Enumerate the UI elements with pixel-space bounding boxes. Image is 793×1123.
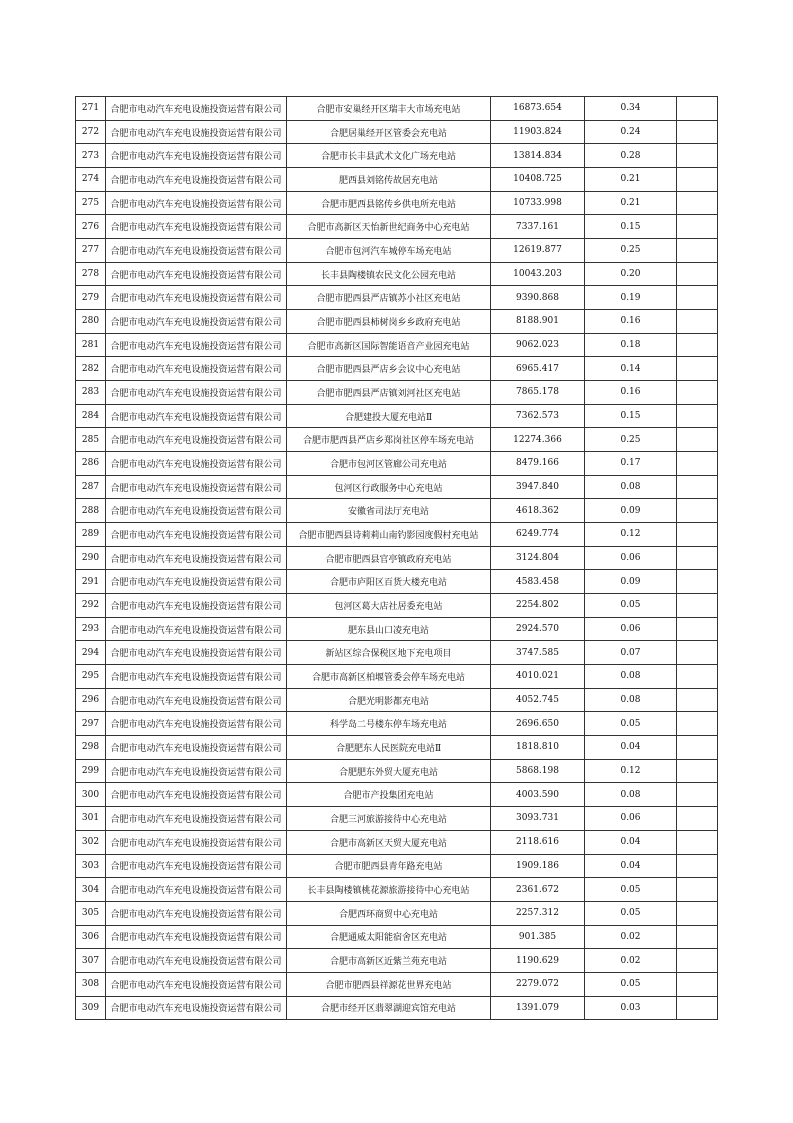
operator-company-cell: 合肥市电动汽车充电设施投资运营有限公司	[106, 617, 287, 641]
row-number-cell: 304	[76, 878, 106, 902]
table-row	[76, 688, 718, 712]
note-cell	[677, 617, 718, 641]
table-row	[76, 286, 718, 310]
station-name-cell: 合肥肥东外贸大厦充电站	[287, 759, 491, 783]
note-cell	[677, 972, 718, 996]
table-row	[76, 949, 718, 973]
value-cell: 8479.166	[491, 452, 585, 476]
note-cell	[677, 523, 718, 547]
table-row	[76, 404, 718, 428]
row-number-cell: 281	[76, 333, 106, 357]
row-number-cell: 297	[76, 712, 106, 736]
operator-company-cell: 合肥市电动汽车充电设施投资运营有限公司	[106, 499, 287, 523]
note-cell	[677, 736, 718, 760]
station-name-cell: 合肥市安巢经开区瑞丰大市场充电站	[287, 97, 491, 121]
value-cell: 1818.810	[491, 736, 585, 760]
note-cell	[677, 215, 718, 239]
operator-company-cell: 合肥市电动汽车充电设施投资运营有限公司	[106, 144, 287, 168]
ratio-cell: 0.05	[585, 901, 677, 925]
row-number-cell: 306	[76, 925, 106, 949]
note-cell	[677, 262, 718, 286]
ratio-cell: 0.08	[585, 688, 677, 712]
operator-company-cell: 合肥市电动汽车充电设施投资运营有限公司	[106, 949, 287, 973]
table-row	[76, 333, 718, 357]
operator-company-cell: 合肥市电动汽车充电设施投资运营有限公司	[106, 759, 287, 783]
table-row	[76, 972, 718, 996]
row-number-cell: 272	[76, 120, 106, 144]
table-row	[76, 878, 718, 902]
ratio-cell: 0.02	[585, 925, 677, 949]
table-row	[76, 428, 718, 452]
note-cell	[677, 357, 718, 381]
station-name-cell: 合肥市经开区翡翠湖迎宾馆充电站	[287, 996, 491, 1020]
operator-company-cell: 合肥市电动汽车充电设施投资运营有限公司	[106, 523, 287, 547]
value-cell: 2361.672	[491, 878, 585, 902]
operator-company-cell: 合肥市电动汽车充电设施投资运营有限公司	[106, 925, 287, 949]
station-name-cell: 合肥市肥西县诗莉莉山南钓影园度假村充电站	[287, 523, 491, 547]
ratio-cell: 0.09	[585, 499, 677, 523]
note-cell	[677, 499, 718, 523]
ratio-cell: 0.04	[585, 854, 677, 878]
note-cell	[677, 428, 718, 452]
row-number-cell: 273	[76, 144, 106, 168]
note-cell	[677, 949, 718, 973]
ratio-cell: 0.05	[585, 972, 677, 996]
table-row	[76, 239, 718, 263]
station-name-cell: 合肥三河旅游接待中心充电站	[287, 807, 491, 831]
operator-company-cell: 合肥市电动汽车充电设施投资运营有限公司	[106, 570, 287, 594]
row-number-cell: 305	[76, 901, 106, 925]
note-cell	[677, 854, 718, 878]
operator-company-cell: 合肥市电动汽车充电设施投资运营有限公司	[106, 191, 287, 215]
row-number-cell: 295	[76, 665, 106, 689]
value-cell: 9390.868	[491, 286, 585, 310]
station-name-cell: 长丰县陶楼镇桃花源旅游接待中心充电站	[287, 878, 491, 902]
note-cell	[677, 641, 718, 665]
row-number-cell: 274	[76, 168, 106, 192]
row-number-cell: 280	[76, 310, 106, 334]
note-cell	[677, 475, 718, 499]
table-row	[76, 996, 718, 1020]
row-number-cell: 271	[76, 97, 106, 121]
operator-company-cell: 合肥市电动汽车充电设施投资运营有限公司	[106, 381, 287, 405]
operator-company-cell: 合肥市电动汽车充电设施投资运营有限公司	[106, 262, 287, 286]
note-cell	[677, 144, 718, 168]
table-row	[76, 854, 718, 878]
ratio-cell: 0.34	[585, 97, 677, 121]
table-row	[76, 262, 718, 286]
ratio-cell: 0.25	[585, 428, 677, 452]
station-name-cell: 合肥市高新区近紫兰苑充电站	[287, 949, 491, 973]
value-cell: 16873.654	[491, 97, 585, 121]
note-cell	[677, 381, 718, 405]
ratio-cell: 0.06	[585, 807, 677, 831]
value-cell: 4618.362	[491, 499, 585, 523]
row-number-cell: 291	[76, 570, 106, 594]
row-number-cell: 292	[76, 594, 106, 618]
row-number-cell: 296	[76, 688, 106, 712]
note-cell	[677, 759, 718, 783]
operator-company-cell: 合肥市电动汽车充电设施投资运营有限公司	[106, 404, 287, 428]
table-body	[76, 97, 718, 1020]
value-cell: 13814.834	[491, 144, 585, 168]
note-cell	[677, 830, 718, 854]
operator-company-cell: 合肥市电动汽车充电设施投资运营有限公司	[106, 475, 287, 499]
value-cell: 3747.585	[491, 641, 585, 665]
ratio-cell: 0.04	[585, 830, 677, 854]
table-row	[76, 712, 718, 736]
station-name-cell: 合肥西环商贸中心充电站	[287, 901, 491, 925]
station-name-cell: 合肥通威太阳能宿舍区充电站	[287, 925, 491, 949]
table-row	[76, 617, 718, 641]
operator-company-cell: 合肥市电动汽车充电设施投资运营有限公司	[106, 594, 287, 618]
table-row	[76, 759, 718, 783]
ratio-cell: 0.19	[585, 286, 677, 310]
ratio-cell: 0.05	[585, 594, 677, 618]
row-number-cell: 282	[76, 357, 106, 381]
note-cell	[677, 783, 718, 807]
table-row	[76, 168, 718, 192]
station-name-cell: 合肥居巢经开区管委会充电站	[287, 120, 491, 144]
station-name-cell: 合肥市肥西县严店镇刘河社区充电站	[287, 381, 491, 405]
note-cell	[677, 310, 718, 334]
value-cell: 1391.079	[491, 996, 585, 1020]
table-row	[76, 901, 718, 925]
operator-company-cell: 合肥市电动汽车充电设施投资运营有限公司	[106, 546, 287, 570]
value-cell: 11903.824	[491, 120, 585, 144]
station-name-cell: 安徽省司法厅充电站	[287, 499, 491, 523]
table-row	[76, 665, 718, 689]
table-row	[76, 830, 718, 854]
value-cell: 7362.573	[491, 404, 585, 428]
table-row	[76, 475, 718, 499]
table-row	[76, 570, 718, 594]
station-name-cell: 肥东县山口凌充电站	[287, 617, 491, 641]
operator-company-cell: 合肥市电动汽车充电设施投资运营有限公司	[106, 996, 287, 1020]
note-cell	[677, 452, 718, 476]
station-name-cell: 新站区综合保税区地下充电项目	[287, 641, 491, 665]
value-cell: 2257.312	[491, 901, 585, 925]
station-name-cell: 合肥市庐阳区百货大楼充电站	[287, 570, 491, 594]
value-cell: 901.385	[491, 925, 585, 949]
ratio-cell: 0.03	[585, 996, 677, 1020]
station-name-cell: 合肥市肥西县官亭镇政府充电站	[287, 546, 491, 570]
ratio-cell: 0.08	[585, 783, 677, 807]
row-number-cell: 283	[76, 381, 106, 405]
value-cell: 6965.417	[491, 357, 585, 381]
note-cell	[677, 286, 718, 310]
operator-company-cell: 合肥市电动汽车充电设施投资运营有限公司	[106, 286, 287, 310]
station-name-cell: 合肥市包河区管廊公司充电站	[287, 452, 491, 476]
ratio-cell: 0.05	[585, 712, 677, 736]
station-name-cell: 合肥市肥西县严店乡郑岗社区停车场充电站	[287, 428, 491, 452]
value-cell: 12619.877	[491, 239, 585, 263]
value-cell: 10733.998	[491, 191, 585, 215]
station-name-cell: 包河区行政服务中心充电站	[287, 475, 491, 499]
station-name-cell: 合肥市长丰县武术文化广场充电站	[287, 144, 491, 168]
row-number-cell: 278	[76, 262, 106, 286]
table-row	[76, 783, 718, 807]
value-cell: 7337.161	[491, 215, 585, 239]
operator-company-cell: 合肥市电动汽车充电设施投资运营有限公司	[106, 310, 287, 334]
ratio-cell: 0.25	[585, 239, 677, 263]
operator-company-cell: 合肥市电动汽车充电设施投资运营有限公司	[106, 972, 287, 996]
note-cell	[677, 191, 718, 215]
station-name-cell: 合肥市肥西县青年路充电站	[287, 854, 491, 878]
value-cell: 4052.745	[491, 688, 585, 712]
ratio-cell: 0.14	[585, 357, 677, 381]
row-number-cell: 275	[76, 191, 106, 215]
value-cell: 2924.570	[491, 617, 585, 641]
ratio-cell: 0.08	[585, 665, 677, 689]
row-number-cell: 286	[76, 452, 106, 476]
operator-company-cell: 合肥市电动汽车充电设施投资运营有限公司	[106, 712, 287, 736]
operator-company-cell: 合肥市电动汽车充电设施投资运营有限公司	[106, 333, 287, 357]
row-number-cell: 300	[76, 783, 106, 807]
value-cell: 4003.590	[491, 783, 585, 807]
operator-company-cell: 合肥市电动汽车充电设施投资运营有限公司	[106, 120, 287, 144]
row-number-cell: 294	[76, 641, 106, 665]
operator-company-cell: 合肥市电动汽车充电设施投资运营有限公司	[106, 736, 287, 760]
note-cell	[677, 97, 718, 121]
row-number-cell: 308	[76, 972, 106, 996]
ratio-cell: 0.06	[585, 546, 677, 570]
note-cell	[677, 712, 718, 736]
ratio-cell: 0.06	[585, 617, 677, 641]
value-cell: 2254.802	[491, 594, 585, 618]
operator-company-cell: 合肥市电动汽车充电设施投资运营有限公司	[106, 215, 287, 239]
operator-company-cell: 合肥市电动汽车充电设施投资运营有限公司	[106, 807, 287, 831]
ratio-cell: 0.12	[585, 523, 677, 547]
value-cell: 1190.629	[491, 949, 585, 973]
ratio-cell: 0.17	[585, 452, 677, 476]
operator-company-cell: 合肥市电动汽车充电设施投资运营有限公司	[106, 428, 287, 452]
row-number-cell: 303	[76, 854, 106, 878]
station-name-cell: 合肥肥东人民医院充电站Ⅱ	[287, 736, 491, 760]
note-cell	[677, 807, 718, 831]
station-name-cell: 合肥市肥西县严店镇苏小社区充电站	[287, 286, 491, 310]
ratio-cell: 0.28	[585, 144, 677, 168]
row-number-cell: 276	[76, 215, 106, 239]
value-cell: 2118.616	[491, 830, 585, 854]
operator-company-cell: 合肥市电动汽车充电设施投资运营有限公司	[106, 97, 287, 121]
value-cell: 3124.804	[491, 546, 585, 570]
ratio-cell: 0.09	[585, 570, 677, 594]
ratio-cell: 0.15	[585, 404, 677, 428]
table-row	[76, 452, 718, 476]
value-cell: 1909.186	[491, 854, 585, 878]
note-cell	[677, 546, 718, 570]
operator-company-cell: 合肥市电动汽车充电设施投资运营有限公司	[106, 688, 287, 712]
station-name-cell: 合肥市包河汽车城停车场充电站	[287, 239, 491, 263]
table-row	[76, 499, 718, 523]
station-name-cell: 合肥建投大厦充电站Ⅱ	[287, 404, 491, 428]
note-cell	[677, 688, 718, 712]
table-row	[76, 191, 718, 215]
note-cell	[677, 168, 718, 192]
note-cell	[677, 333, 718, 357]
operator-company-cell: 合肥市电动汽车充电设施投资运营有限公司	[106, 665, 287, 689]
station-name-cell: 合肥光明影都充电站	[287, 688, 491, 712]
value-cell: 12274.366	[491, 428, 585, 452]
value-cell: 8188.901	[491, 310, 585, 334]
table-row	[76, 215, 718, 239]
table-row	[76, 736, 718, 760]
table-row	[76, 807, 718, 831]
note-cell	[677, 120, 718, 144]
note-cell	[677, 996, 718, 1020]
table-row	[76, 310, 718, 334]
operator-company-cell: 合肥市电动汽车充电设施投资运营有限公司	[106, 239, 287, 263]
row-number-cell: 288	[76, 499, 106, 523]
station-name-cell: 合肥市高新区天贸大厦充电站	[287, 830, 491, 854]
ratio-cell: 0.04	[585, 736, 677, 760]
operator-company-cell: 合肥市电动汽车充电设施投资运营有限公司	[106, 452, 287, 476]
table-row	[76, 120, 718, 144]
value-cell: 3093.731	[491, 807, 585, 831]
operator-company-cell: 合肥市电动汽车充电设施投资运营有限公司	[106, 168, 287, 192]
note-cell	[677, 570, 718, 594]
ratio-cell: 0.08	[585, 475, 677, 499]
value-cell: 10408.725	[491, 168, 585, 192]
station-name-cell: 科学岛二号楼东停车场充电站	[287, 712, 491, 736]
table-row	[76, 357, 718, 381]
row-number-cell: 302	[76, 830, 106, 854]
table-row	[76, 523, 718, 547]
ratio-cell: 0.12	[585, 759, 677, 783]
row-number-cell: 301	[76, 807, 106, 831]
table-row	[76, 925, 718, 949]
ratio-cell: 0.07	[585, 641, 677, 665]
row-number-cell: 277	[76, 239, 106, 263]
ratio-cell: 0.20	[585, 262, 677, 286]
value-cell: 2279.072	[491, 972, 585, 996]
operator-company-cell: 合肥市电动汽车充电设施投资运营有限公司	[106, 641, 287, 665]
station-name-cell: 包河区葛大店社居委充电站	[287, 594, 491, 618]
value-cell: 9062.023	[491, 333, 585, 357]
row-number-cell: 284	[76, 404, 106, 428]
note-cell	[677, 878, 718, 902]
table-row	[76, 381, 718, 405]
station-name-cell: 长丰县陶楼镇农民文化公园充电站	[287, 262, 491, 286]
value-cell: 5868.198	[491, 759, 585, 783]
ratio-cell: 0.21	[585, 168, 677, 192]
value-cell: 6249.774	[491, 523, 585, 547]
row-number-cell: 287	[76, 475, 106, 499]
note-cell	[677, 404, 718, 428]
value-cell: 2696.650	[491, 712, 585, 736]
operator-company-cell: 合肥市电动汽车充电设施投资运营有限公司	[106, 357, 287, 381]
operator-company-cell: 合肥市电动汽车充电设施投资运营有限公司	[106, 783, 287, 807]
value-cell: 4010.021	[491, 665, 585, 689]
row-number-cell: 309	[76, 996, 106, 1020]
value-cell: 4583.458	[491, 570, 585, 594]
row-number-cell: 289	[76, 523, 106, 547]
ratio-cell: 0.21	[585, 191, 677, 215]
row-number-cell: 285	[76, 428, 106, 452]
station-name-cell: 合肥市高新区柏堰管委会停车场充电站	[287, 665, 491, 689]
row-number-cell: 290	[76, 546, 106, 570]
ratio-cell: 0.16	[585, 310, 677, 334]
station-name-cell: 合肥市肥西县严店乡会议中心充电站	[287, 357, 491, 381]
station-name-cell: 合肥市高新区国际智能语音产业园充电站	[287, 333, 491, 357]
note-cell	[677, 925, 718, 949]
charging-station-table	[75, 96, 718, 1020]
station-name-cell: 合肥市高新区天怡新世纪商务中心充电站	[287, 215, 491, 239]
operator-company-cell: 合肥市电动汽车充电设施投资运营有限公司	[106, 901, 287, 925]
row-number-cell: 279	[76, 286, 106, 310]
station-name-cell: 合肥市肥西县柿树岗乡乡政府充电站	[287, 310, 491, 334]
table-row	[76, 97, 718, 121]
value-cell: 3947.840	[491, 475, 585, 499]
station-name-cell: 肥西县刘铭传故居充电站	[287, 168, 491, 192]
row-number-cell: 293	[76, 617, 106, 641]
operator-company-cell: 合肥市电动汽车充电设施投资运营有限公司	[106, 854, 287, 878]
note-cell	[677, 901, 718, 925]
note-cell	[677, 239, 718, 263]
table-row	[76, 144, 718, 168]
table-row	[76, 641, 718, 665]
operator-company-cell: 合肥市电动汽车充电设施投资运营有限公司	[106, 878, 287, 902]
station-name-cell: 合肥市肥西县铭传乡供电所充电站	[287, 191, 491, 215]
table-row	[76, 546, 718, 570]
ratio-cell: 0.18	[585, 333, 677, 357]
ratio-cell: 0.02	[585, 949, 677, 973]
value-cell: 7865.178	[491, 381, 585, 405]
ratio-cell: 0.24	[585, 120, 677, 144]
station-name-cell: 合肥市肥西县祥源花世界充电站	[287, 972, 491, 996]
ratio-cell: 0.16	[585, 381, 677, 405]
row-number-cell: 298	[76, 736, 106, 760]
ratio-cell: 0.05	[585, 878, 677, 902]
row-number-cell: 299	[76, 759, 106, 783]
note-cell	[677, 594, 718, 618]
note-cell	[677, 665, 718, 689]
row-number-cell: 307	[76, 949, 106, 973]
value-cell: 10043.203	[491, 262, 585, 286]
table-row	[76, 594, 718, 618]
station-name-cell: 合肥市产投集团充电站	[287, 783, 491, 807]
ratio-cell: 0.15	[585, 215, 677, 239]
operator-company-cell: 合肥市电动汽车充电设施投资运营有限公司	[106, 830, 287, 854]
